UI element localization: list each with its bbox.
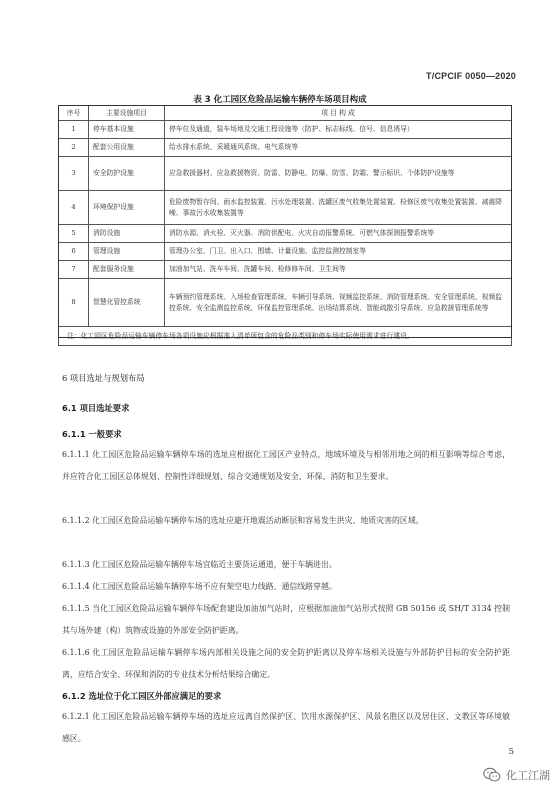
row-number: 5 [59,225,89,243]
col-header-no: 序号 [59,106,89,121]
table-row [59,121,512,139]
watermark [483,767,550,783]
table-note-row [59,327,512,346]
project-composition-table [58,105,512,346]
row-number: 3 [59,157,89,191]
facility-composition: 应急救援器材、应急救援物资、防雷、防静电、防爆、防雪、防霜、警示标识、个体防护设施等 [165,157,512,191]
standard-code: T/CPCIF 0050—2020 [426,71,516,81]
clause-6-1-1-6: 6.1.1.6 化工园区危险品运输车辆停车场内部相关设施之间的安全防护距离以及停车场相关设施与外部防护目标的安全防护距离，应结合安全、环保和消防的专业技术分析结果综合确定。 [62,648,510,679]
facility-name: 停车基本设施 [89,121,165,139]
col-header-composition: 项 目 构 成 [165,106,512,121]
table-header-row [59,106,512,121]
facility-composition: 消防水源、消火栓、灭火器、消防供配电、火灾自动报警系统、可燃气体探测报警系统等 [165,225,512,243]
clause-6-1-1-2: 6.1.1.2 化工园区危险品运输车辆停车场的选址应避开地震活动断层和容易发生洪灾、地质灾害的区域。 [62,516,424,525]
facility-name: 消防设施 [89,225,165,243]
table-row [59,157,512,191]
facility-name: 管理设施 [89,243,165,261]
clause-6-1-1-4: 6.1.1.4 化工园区危险品运输车辆停车场不应有架空电力线路、通信线路穿越。 [62,582,337,591]
facility-composition: 给水排水系统、采暖通风系统、电气系统等 [165,139,512,157]
facility-name: 配套服务设施 [89,261,165,279]
section-heading-6-1-1: 6.1.1 一般要求 [62,429,122,439]
facility-composition: 加油加气站、洗车车间、洗罐车间、检修修车间、卫生间等 [165,261,512,279]
clause-6-1-1-1: 6.1.1.1 化工园区危险品运输车辆停车场的选址应根据化工园区产业特点、地域环境及与相邻用地之间的相互影响等综合考虑，并应符合化工园区总体规划、控制性详细规划、综合交通规划及安全、环保、消防和卫生要求。 [62,450,510,481]
table-row [59,261,512,279]
section-heading-6-1: 6.1 项目选址要求 [62,403,130,413]
facility-name: 智慧化管控系统 [89,279,165,327]
watermark-text: 化工江湖 [506,769,550,782]
table-row [59,279,512,327]
row-number: 2 [59,139,89,157]
section-heading-6-1-2: 6.1.2 选址位于化工园区外部应满足的要求 [62,691,222,701]
wechat-icon [483,767,501,783]
clause-6-1-2-1: 6.1.2.1 化工园区危险品运输车辆停车场的选址应远离自然保护区、饮用水源保护区、风景名胜区以及居住区、文教区等环境敏感区。 [62,712,510,743]
table-row [59,225,512,243]
section-heading-6: 6 项目选址与规划布局 [62,373,145,383]
facility-name: 环境保护设施 [89,191,165,225]
facility-composition: 停车位及通道，装车场地及交通工程设施等（防护、标志标线、信号、信息诱导） [165,121,512,139]
facility-composition: 车辆预约管理系统、入场检查管理系统、车辆引导系统、视频监控系统、消防管理系统、安全管理系统、视频监控系统、安全监测监控系统、环保监控管理系统、出场结算系统、智能疏散引导系统、应急救援管理系统等 [165,279,512,327]
row-number: 1 [59,121,89,139]
row-number: 7 [59,261,89,279]
row-number: 6 [59,243,89,261]
table-row [59,139,512,157]
clause-6-1-1-5: 6.1.1.5 当化工园区危险品运输车辆停车场配套建设加油加气站时，应根据加油加气站形式按照 GB 50156 或 SH/T 3134 控制其与场外建（构）筑物或设施的外部安全防护距离。 [62,604,510,635]
clause-6-1-1-3: 6.1.1.3 化工园区危险品运输车辆停车场宜临近主要货运通道，便于车辆进出。 [62,560,337,569]
col-header-facility: 主要设施项目 [89,106,165,121]
table-title: 表 3 化工园区危险品运输车辆停车场项目构成 [193,95,367,105]
table-row [59,243,512,261]
row-number: 4 [59,191,89,225]
facility-composition: 危险废物暂存间、雨水监控装置、污水处理装置、洗罐区废气收集处置装置、检修区废气收集处置装置、减震降噪、事故污水收集装置等 [165,191,512,225]
facility-name: 安全防护设施 [89,157,165,191]
table-note: 注：化工园区危险品运输车辆停车场各项设施应根据准入清单所包含的危险品类别和停车场实际使用需求进行建设。 [59,327,512,346]
facility-composition: 管理办公室、门卫、出入口、围墙、计量设施、监控监测控制室等 [165,243,512,261]
page-number: 5 [508,747,514,757]
table-row [59,191,512,225]
facility-name: 配套公用设施 [89,139,165,157]
row-number: 8 [59,279,89,327]
